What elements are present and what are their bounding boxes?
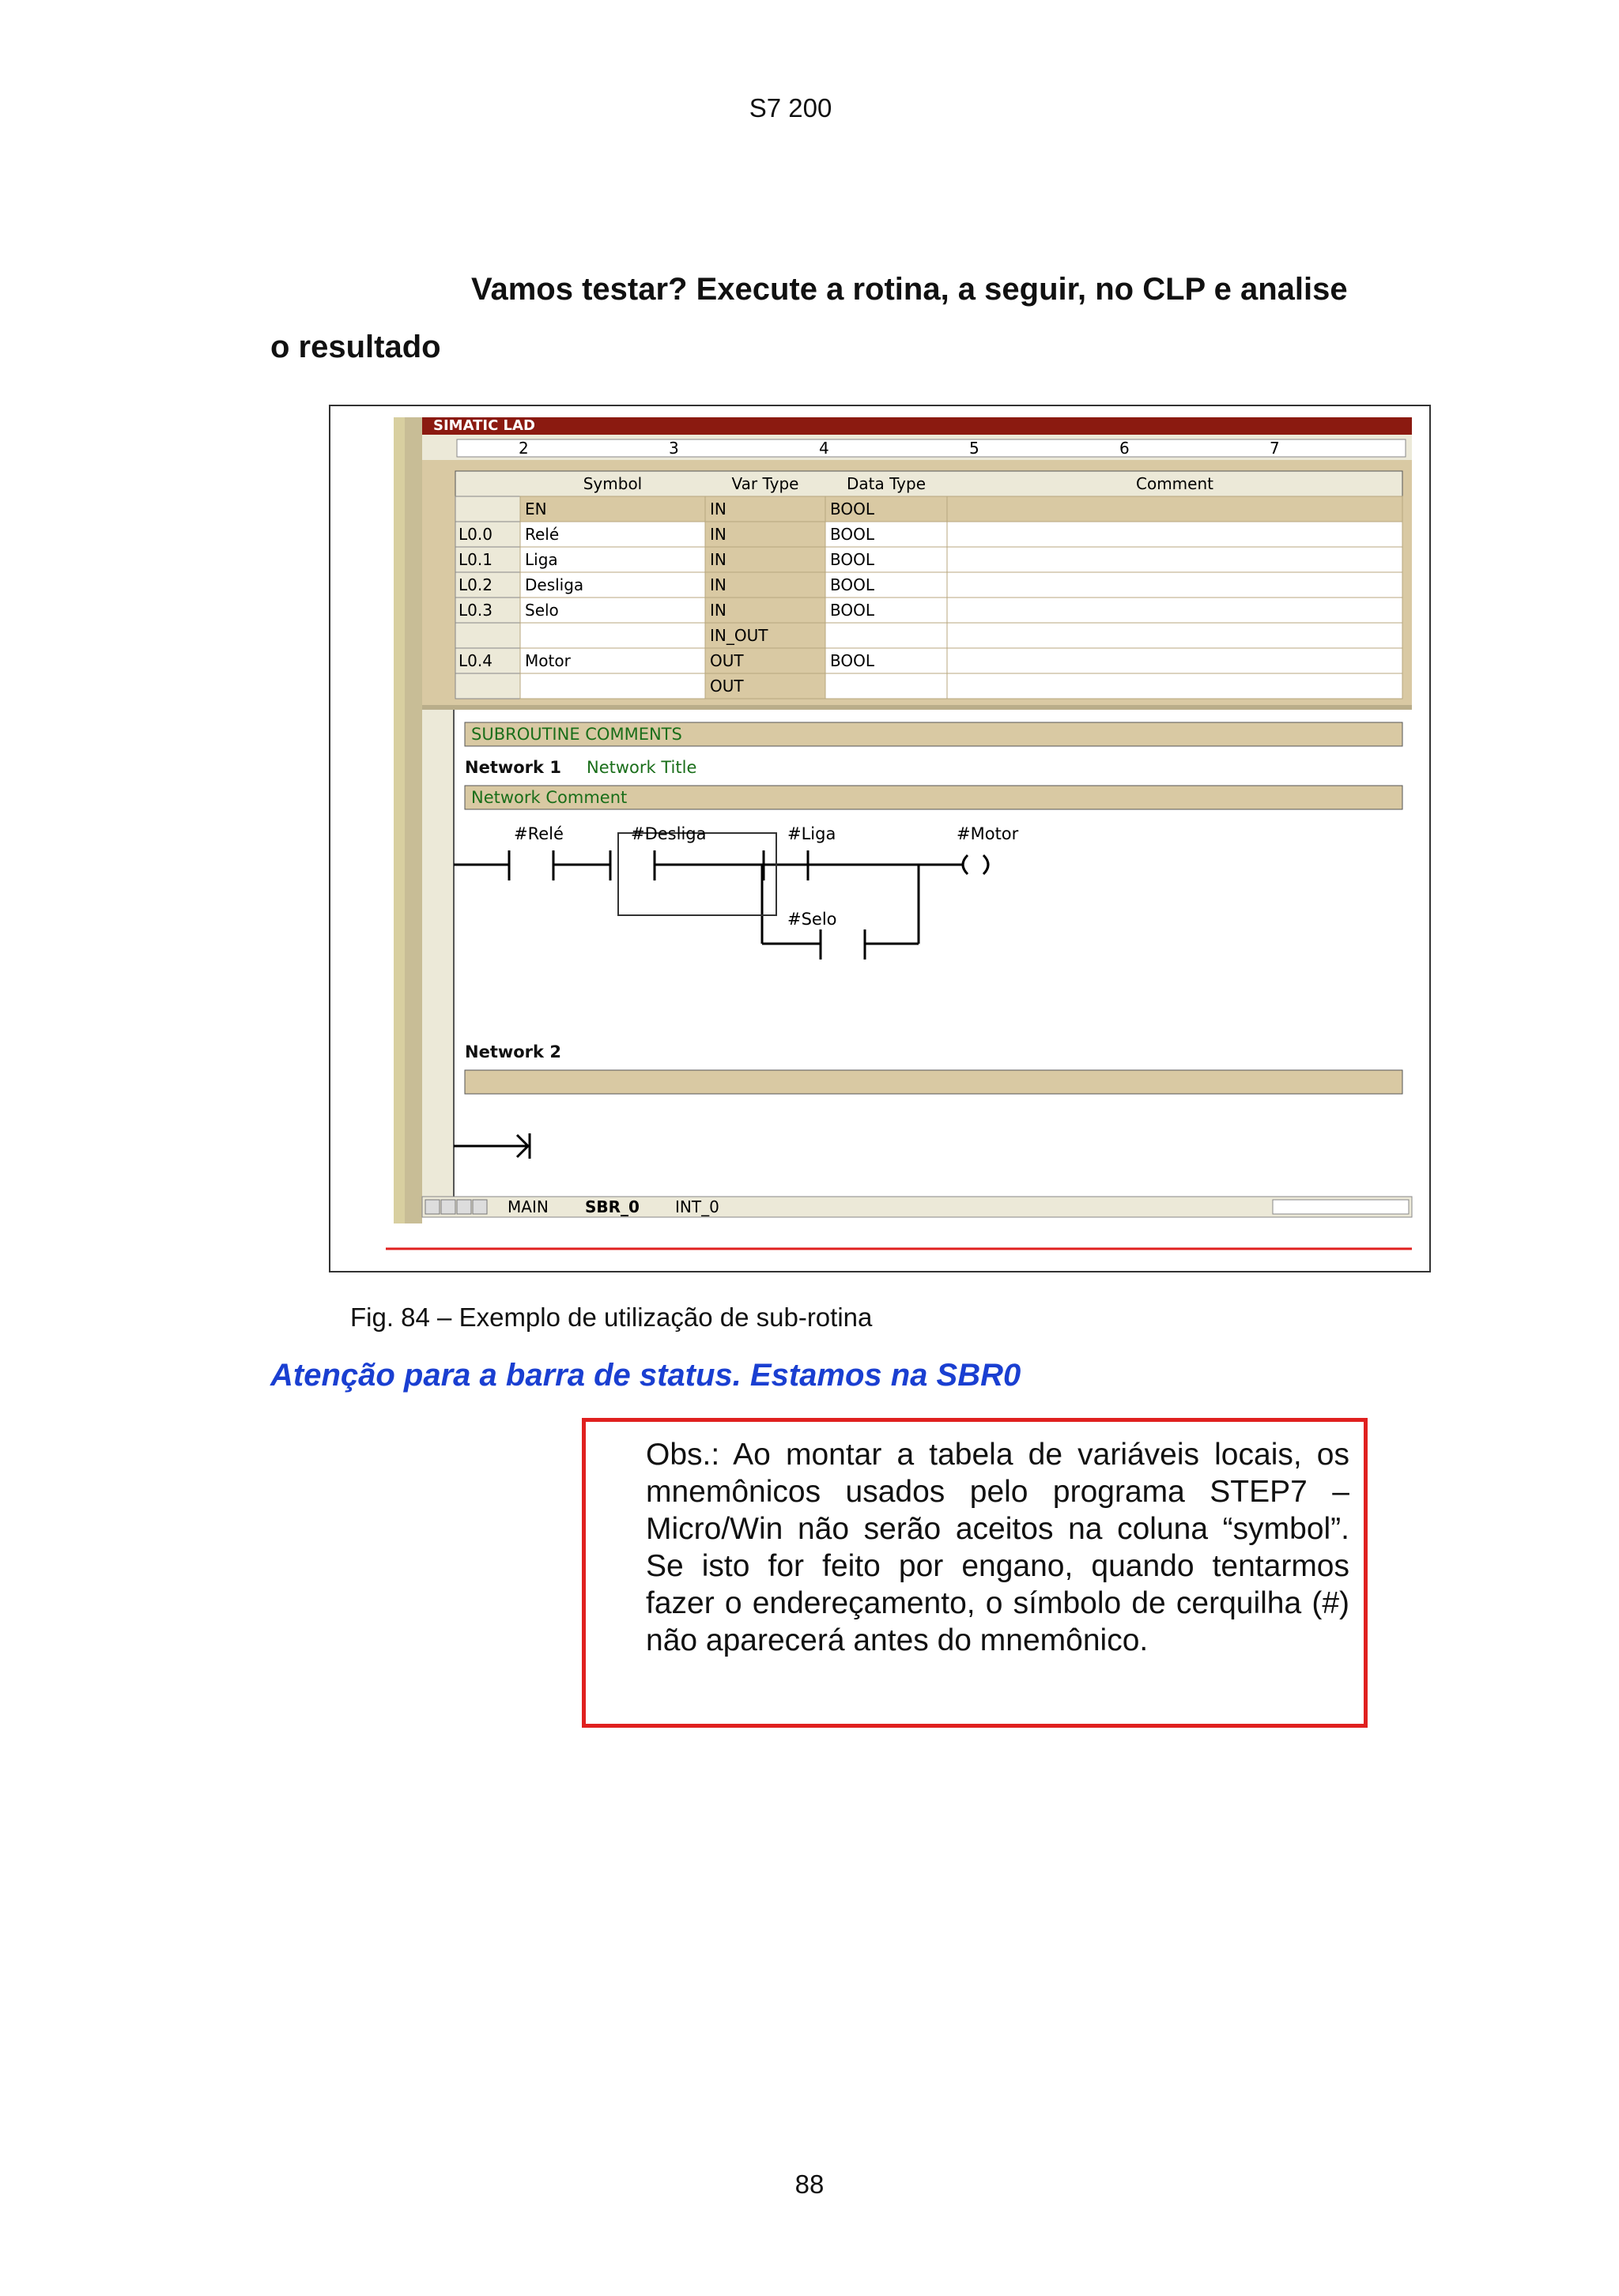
left-frame-panel xyxy=(405,417,422,1223)
ruler-mark: 5 xyxy=(969,439,979,458)
subroutine-comments-text: SUBROUTINE COMMENTS xyxy=(471,725,682,744)
table-cell[interactable] xyxy=(947,673,1402,699)
variable-table xyxy=(455,471,1402,699)
table-row xyxy=(455,623,520,648)
intro-line-1: Vamos testar? Execute a rotina, a seguir, no CLP e analise xyxy=(471,272,1348,307)
table-cell-text: BOOL xyxy=(830,500,874,518)
table-header-cell[interactable]: Comment xyxy=(1136,474,1213,493)
table-cell-text: EN xyxy=(525,500,547,518)
table-cell-text: BOOL xyxy=(830,575,874,594)
table-row xyxy=(455,496,520,522)
table-header-cell[interactable]: Data Type xyxy=(846,474,926,493)
tab-main[interactable]: MAIN xyxy=(508,1197,549,1216)
table-cell[interactable] xyxy=(947,547,1402,572)
ruler-strip xyxy=(457,439,1406,457)
network-1-comment: Network Comment xyxy=(471,788,628,807)
page-number: 88 xyxy=(794,2170,825,2199)
table-cell[interactable] xyxy=(520,496,705,522)
table-cell-text: IN xyxy=(710,550,726,569)
table-cell-text: Liga xyxy=(525,550,558,569)
table-cell-text: Motor xyxy=(525,651,571,670)
table-cell[interactable] xyxy=(947,623,1402,648)
network-1-title[interactable]: Network Title xyxy=(587,758,697,777)
table-header-cell[interactable]: Symbol xyxy=(583,474,643,493)
table-cell[interactable] xyxy=(520,673,705,699)
title-bar xyxy=(422,417,1412,435)
table-cell-text: BOOL xyxy=(830,525,874,544)
ruler-mark: 3 xyxy=(669,439,679,458)
table-cell-text: L0.3 xyxy=(459,601,492,620)
table-row xyxy=(455,673,520,699)
tab-bar xyxy=(422,1197,1412,1217)
table-cell-text: BOOL xyxy=(830,651,874,670)
figure-caption: Fig. 84 – Exemplo de utilização de sub-rotina xyxy=(350,1303,873,1332)
page-header: S7 200 xyxy=(749,93,832,123)
table-cell[interactable] xyxy=(947,496,1402,522)
table-cell-text: OUT xyxy=(710,651,744,670)
simatic-lad-screenshot xyxy=(330,406,1432,1274)
network-2-label: Network 2 xyxy=(465,1042,561,1061)
figure-frame xyxy=(329,405,1431,1272)
table-cell-text: L0.0 xyxy=(459,525,492,544)
left-frame-bar xyxy=(394,417,405,1223)
observation-text: Obs.: Ao montar a tabela de variáveis locais, os mnemônicos usados pelo programa STEP7 – Micro/Win não serão aceitos na coluna “symbol”. Se isto for feito por engano, quando tentarmos fazer o endereçamento, o símbolo de cerquilha (#) não aparecerá antes do mnemônico. xyxy=(646,1438,1349,1657)
contact-desliga-label[interactable]: #Desliga xyxy=(631,824,707,843)
coil-motor-label[interactable]: #Motor xyxy=(957,824,1019,843)
table-cell[interactable] xyxy=(825,623,947,648)
table-cell-text: BOOL xyxy=(830,601,874,620)
table-cell[interactable] xyxy=(520,623,705,648)
table-cell-text: IN xyxy=(710,601,726,620)
table-cell-text: IN_OUT xyxy=(710,626,768,645)
table-cell-text: L0.2 xyxy=(459,575,492,594)
table-cell-text: IN xyxy=(710,525,726,544)
table-cell-text: IN xyxy=(710,575,726,594)
ruler-mark: 2 xyxy=(519,439,529,458)
title-bar-text: SIMATIC LAD xyxy=(433,417,535,434)
table-cell-text: Desliga xyxy=(525,575,584,594)
ruler-mark: 4 xyxy=(819,439,829,458)
table-cell[interactable] xyxy=(947,598,1402,623)
observation-box xyxy=(582,1418,1368,1728)
table-cell[interactable] xyxy=(947,572,1402,598)
splitter xyxy=(422,705,1412,710)
table-cell-text: BOOL xyxy=(830,550,874,569)
table-cell-text: Selo xyxy=(525,601,559,620)
table-cell-text: OUT xyxy=(710,677,744,696)
editor-gutter xyxy=(422,710,454,1217)
attention-note: Atenção para a barra de status. Estamos na SBR0 xyxy=(270,1358,1021,1393)
table-cell-text: L0.4 xyxy=(459,651,492,670)
ruler-mark: 6 xyxy=(1119,439,1130,458)
network-1-label: Network 1 xyxy=(465,758,561,777)
table-cell[interactable] xyxy=(947,648,1402,673)
tab-sbr0[interactable]: SBR_0 xyxy=(585,1197,640,1216)
contact-rele-label[interactable]: #Relé xyxy=(514,824,564,843)
ruler-mark: 7 xyxy=(1270,439,1280,458)
contact-liga-label[interactable]: #Liga xyxy=(787,824,836,843)
horizontal-scrollbar[interactable] xyxy=(1273,1200,1409,1214)
network-2-comment-bar[interactable] xyxy=(465,1070,1402,1094)
tab-int0[interactable]: INT_0 xyxy=(675,1197,719,1216)
table-cell-text: L0.1 xyxy=(459,550,492,569)
table-cell[interactable] xyxy=(825,673,947,699)
table-cell[interactable] xyxy=(947,522,1402,547)
table-cell-text: IN xyxy=(710,500,726,518)
table-header-cell[interactable]: Var Type xyxy=(731,474,799,493)
contact-selo-label[interactable]: #Selo xyxy=(787,910,837,929)
table-cell-text: Relé xyxy=(525,525,560,544)
intro-line-2: o resultado xyxy=(270,330,441,364)
